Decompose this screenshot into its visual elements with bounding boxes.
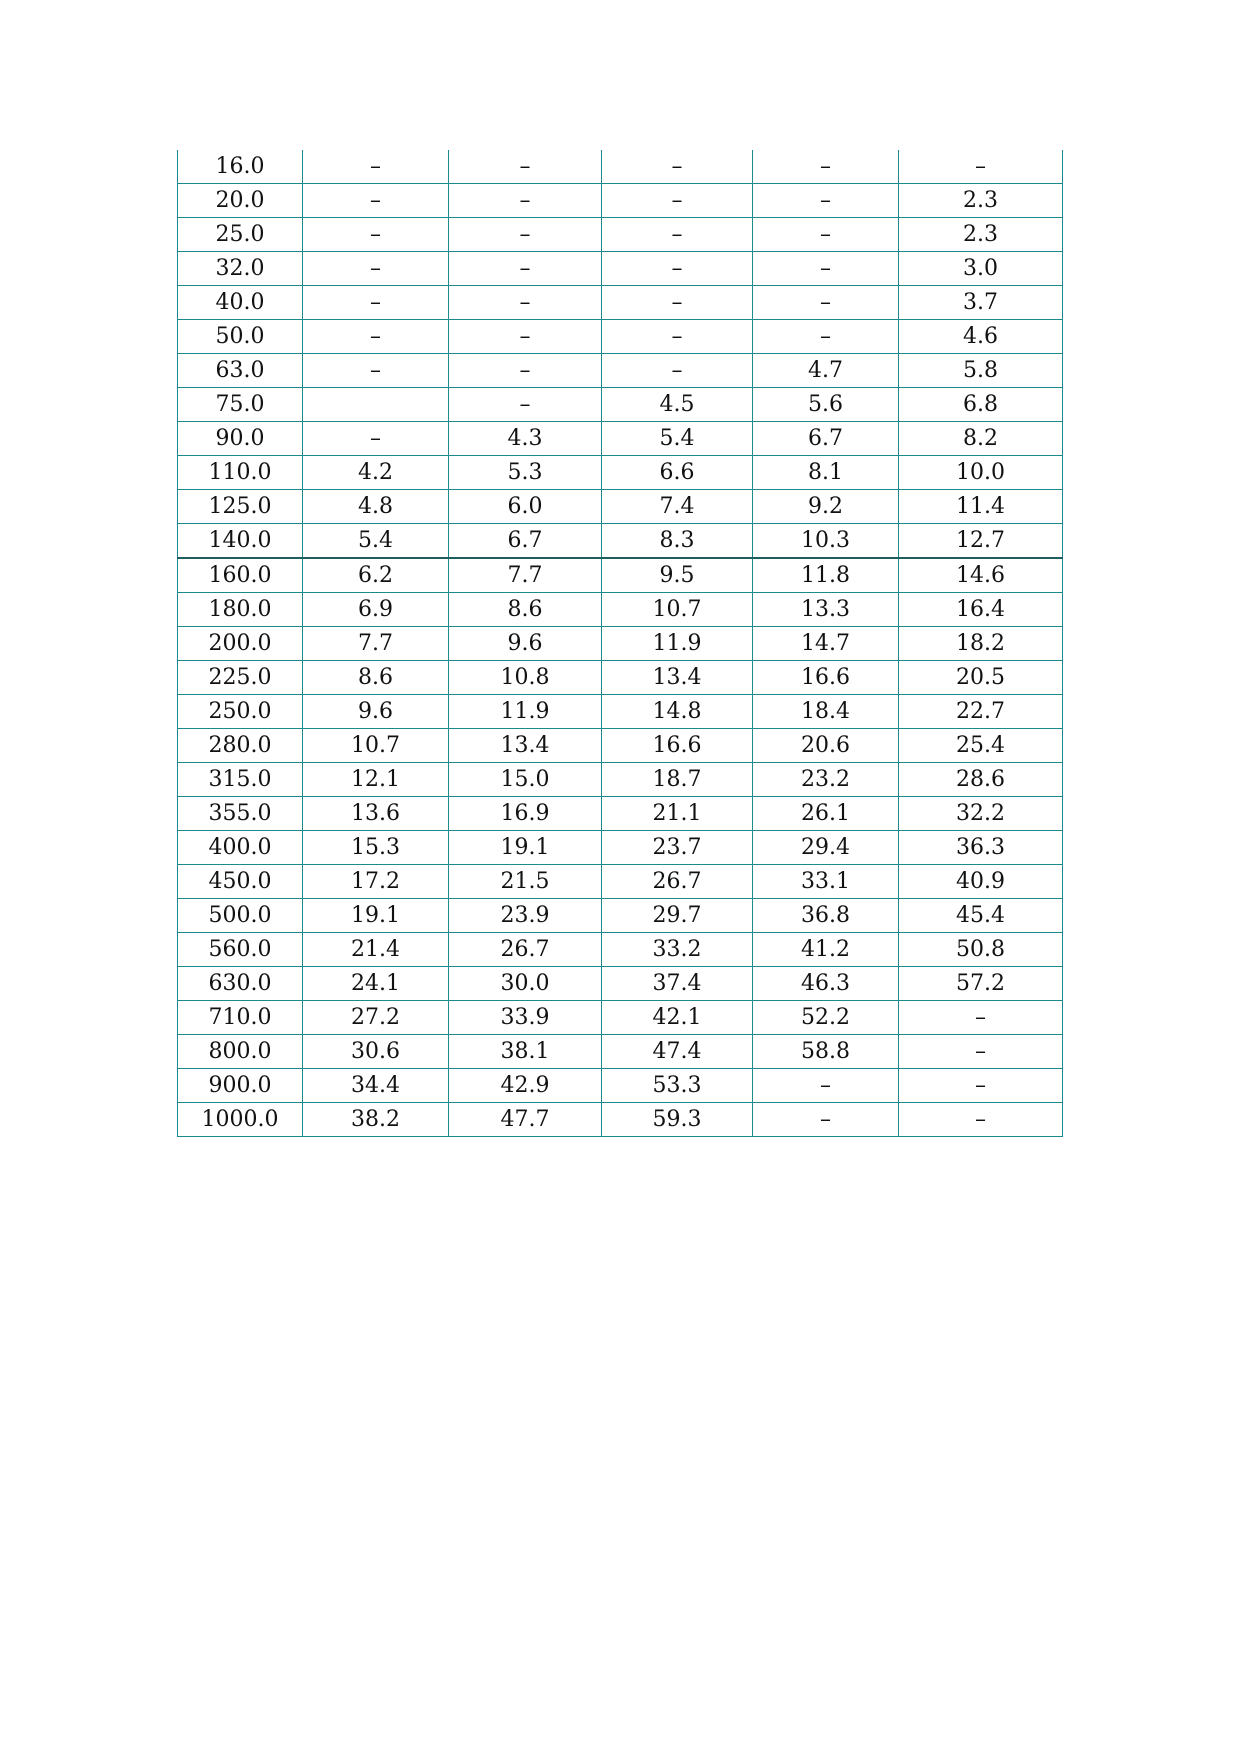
table-cell: 25.4 [899, 729, 1063, 763]
table-row [178, 627, 1063, 661]
row-header-cell: 800.0 [178, 1035, 303, 1069]
row-header-cell: 225.0 [178, 661, 303, 695]
table-cell: – [303, 184, 449, 218]
table-cell: 29.7 [602, 899, 753, 933]
row-header-cell: 200.0 [178, 627, 303, 661]
table-row [178, 1035, 1063, 1069]
table-row [178, 1103, 1063, 1137]
table-cell: 45.4 [899, 899, 1063, 933]
row-header-cell: 710.0 [178, 1001, 303, 1035]
table-cell: 8.6 [449, 593, 602, 627]
table-cell: 9.6 [449, 627, 602, 661]
table-cell: 13.3 [753, 593, 899, 627]
row-header-cell: 900.0 [178, 1069, 303, 1103]
table-cell: 23.7 [602, 831, 753, 865]
table-cell: 15.3 [303, 831, 449, 865]
table-cell: – [602, 320, 753, 354]
table-cell: 27.2 [303, 1001, 449, 1035]
row-header-cell: 16.0 [178, 150, 303, 184]
table-cell: 8.3 [602, 524, 753, 559]
table-cell: – [303, 354, 449, 388]
table-cell: 20.5 [899, 661, 1063, 695]
table-cell: 50.8 [899, 933, 1063, 967]
table-cell: – [753, 218, 899, 252]
table-row [178, 1001, 1063, 1035]
table-cell: 12.7 [899, 524, 1063, 559]
table-cell: 20.6 [753, 729, 899, 763]
table-cell: 4.2 [303, 456, 449, 490]
table-cell: 16.6 [602, 729, 753, 763]
table-cell: – [753, 150, 899, 184]
table-cell: 21.4 [303, 933, 449, 967]
table-cell: – [602, 286, 753, 320]
table-cell: – [602, 252, 753, 286]
table-cell: 7.4 [602, 490, 753, 524]
table-cell: 10.3 [753, 524, 899, 559]
table-cell: 5.8 [899, 354, 1063, 388]
table-cell: 3.0 [899, 252, 1063, 286]
table-row [178, 763, 1063, 797]
table-cell: 47.7 [449, 1103, 602, 1137]
table-cell: – [899, 1069, 1063, 1103]
row-header-cell: 160.0 [178, 558, 303, 593]
row-header-cell: 400.0 [178, 831, 303, 865]
table-cell: 16.4 [899, 593, 1063, 627]
table-cell: 36.8 [753, 899, 899, 933]
table-cell: 6.7 [449, 524, 602, 559]
table-cell: – [449, 252, 602, 286]
table-cell: 47.4 [602, 1035, 753, 1069]
row-header-cell: 25.0 [178, 218, 303, 252]
table-cell: 15.0 [449, 763, 602, 797]
table-row [178, 252, 1063, 286]
table-row [178, 933, 1063, 967]
data-table [177, 150, 1063, 1137]
table-cell: 34.4 [303, 1069, 449, 1103]
table-cell: – [753, 252, 899, 286]
table-cell: 33.1 [753, 865, 899, 899]
table-cell: – [899, 1035, 1063, 1069]
table-row [178, 558, 1063, 593]
table-cell: 12.1 [303, 763, 449, 797]
table-row [178, 388, 1063, 422]
table-row [178, 865, 1063, 899]
table-cell: 7.7 [303, 627, 449, 661]
table-cell: 26.7 [449, 933, 602, 967]
table-cell: 10.7 [602, 593, 753, 627]
table-cell: 9.6 [303, 695, 449, 729]
table-cell: – [449, 184, 602, 218]
table-cell: – [303, 286, 449, 320]
table-cell: – [303, 218, 449, 252]
table-cell: 42.1 [602, 1001, 753, 1035]
table-cell: 4.6 [899, 320, 1063, 354]
table-cell: – [753, 1103, 899, 1137]
table-cell: 4.8 [303, 490, 449, 524]
table-cell: – [449, 388, 602, 422]
table-cell: 38.2 [303, 1103, 449, 1137]
table-cell: 6.6 [602, 456, 753, 490]
table-cell: 13.4 [449, 729, 602, 763]
table-cell: 37.4 [602, 967, 753, 1001]
table-row [178, 797, 1063, 831]
table-row [178, 184, 1063, 218]
table-cell: 53.3 [602, 1069, 753, 1103]
table-cell: 58.8 [753, 1035, 899, 1069]
table-cell: 16.9 [449, 797, 602, 831]
table-row [178, 490, 1063, 524]
row-header-cell: 560.0 [178, 933, 303, 967]
table-cell: – [899, 1103, 1063, 1137]
table-cell: 4.3 [449, 422, 602, 456]
row-header-cell: 630.0 [178, 967, 303, 1001]
table-cell: 11.9 [449, 695, 602, 729]
row-header-cell: 40.0 [178, 286, 303, 320]
table-row [178, 729, 1063, 763]
table-cell: 9.5 [602, 558, 753, 593]
table-cell: – [602, 150, 753, 184]
table-cell: 4.7 [753, 354, 899, 388]
table-cell: 10.8 [449, 661, 602, 695]
table-cell: – [449, 218, 602, 252]
table-cell: 19.1 [449, 831, 602, 865]
table-row [178, 150, 1063, 184]
table-cell: 5.4 [303, 524, 449, 559]
row-header-cell: 20.0 [178, 184, 303, 218]
table-body [178, 150, 1063, 1137]
row-header-cell: 280.0 [178, 729, 303, 763]
row-header-cell: 63.0 [178, 354, 303, 388]
row-header-cell: 90.0 [178, 422, 303, 456]
table-cell: 5.6 [753, 388, 899, 422]
table-cell: 41.2 [753, 933, 899, 967]
table-cell: 6.0 [449, 490, 602, 524]
table-cell: 26.7 [602, 865, 753, 899]
table-cell: – [753, 184, 899, 218]
table-cell: – [449, 150, 602, 184]
table-cell: 18.2 [899, 627, 1063, 661]
row-header-cell: 180.0 [178, 593, 303, 627]
table-cell: – [303, 320, 449, 354]
table-row [178, 967, 1063, 1001]
table-cell: 6.9 [303, 593, 449, 627]
table-cell: 26.1 [753, 797, 899, 831]
row-header-cell: 75.0 [178, 388, 303, 422]
table-row [178, 354, 1063, 388]
table-cell: 2.3 [899, 184, 1063, 218]
table-cell: 14.6 [899, 558, 1063, 593]
row-header-cell: 315.0 [178, 763, 303, 797]
table-cell: 21.1 [602, 797, 753, 831]
table-cell: 10.0 [899, 456, 1063, 490]
table-cell: 9.2 [753, 490, 899, 524]
table-cell: 40.9 [899, 865, 1063, 899]
table-cell: 2.3 [899, 218, 1063, 252]
row-header-cell: 355.0 [178, 797, 303, 831]
table-row [178, 899, 1063, 933]
table-row [178, 456, 1063, 490]
table-cell: 8.6 [303, 661, 449, 695]
table-cell: 6.7 [753, 422, 899, 456]
table-cell: 23.2 [753, 763, 899, 797]
table-cell: 33.2 [602, 933, 753, 967]
table-cell: 57.2 [899, 967, 1063, 1001]
table-cell: – [449, 320, 602, 354]
table-row [178, 831, 1063, 865]
table-cell: 18.4 [753, 695, 899, 729]
table-row [178, 695, 1063, 729]
table-cell: 52.2 [753, 1001, 899, 1035]
table-row [178, 320, 1063, 354]
table-cell: – [753, 320, 899, 354]
table-cell: 11.9 [602, 627, 753, 661]
table-row [178, 1069, 1063, 1103]
table-cell: 21.5 [449, 865, 602, 899]
table-cell: 6.2 [303, 558, 449, 593]
table-cell: – [602, 218, 753, 252]
table-row [178, 218, 1063, 252]
table-cell: 16.6 [753, 661, 899, 695]
table-cell: – [602, 184, 753, 218]
table-cell: 13.6 [303, 797, 449, 831]
table-cell: 7.7 [449, 558, 602, 593]
table-cell: – [602, 354, 753, 388]
table-cell: 42.9 [449, 1069, 602, 1103]
row-header-cell: 250.0 [178, 695, 303, 729]
table-row [178, 422, 1063, 456]
table-row [178, 524, 1063, 559]
table-cell: 30.6 [303, 1035, 449, 1069]
table-cell: – [899, 150, 1063, 184]
table-cell: 14.7 [753, 627, 899, 661]
table-cell [303, 388, 449, 422]
table-cell: 38.1 [449, 1035, 602, 1069]
table-cell: 33.9 [449, 1001, 602, 1035]
table-cell: 30.0 [449, 967, 602, 1001]
table-cell: – [449, 286, 602, 320]
table-cell: – [899, 1001, 1063, 1035]
table-cell: – [449, 354, 602, 388]
table-cell: 19.1 [303, 899, 449, 933]
row-header-cell: 1000.0 [178, 1103, 303, 1137]
table-cell: 36.3 [899, 831, 1063, 865]
table-cell: 11.4 [899, 490, 1063, 524]
row-header-cell: 125.0 [178, 490, 303, 524]
table-cell: 59.3 [602, 1103, 753, 1137]
table-cell: 23.9 [449, 899, 602, 933]
table-cell: – [753, 286, 899, 320]
row-header-cell: 32.0 [178, 252, 303, 286]
table-cell: 32.2 [899, 797, 1063, 831]
table-cell: 13.4 [602, 661, 753, 695]
row-header-cell: 50.0 [178, 320, 303, 354]
table-cell: 3.7 [899, 286, 1063, 320]
table-cell: – [303, 252, 449, 286]
table-cell: 5.4 [602, 422, 753, 456]
row-header-cell: 140.0 [178, 524, 303, 559]
row-header-cell: 110.0 [178, 456, 303, 490]
table-row [178, 661, 1063, 695]
table-cell: – [753, 1069, 899, 1103]
table-cell: 5.3 [449, 456, 602, 490]
table-cell: 8.2 [899, 422, 1063, 456]
table-cell: 24.1 [303, 967, 449, 1001]
row-header-cell: 500.0 [178, 899, 303, 933]
table-cell: – [303, 422, 449, 456]
table-cell: 4.5 [602, 388, 753, 422]
table-cell: 18.7 [602, 763, 753, 797]
table-cell: 22.7 [899, 695, 1063, 729]
table-cell: 10.7 [303, 729, 449, 763]
table-cell: – [303, 150, 449, 184]
table-cell: 8.1 [753, 456, 899, 490]
table-cell: 28.6 [899, 763, 1063, 797]
table-row [178, 593, 1063, 627]
table-row [178, 286, 1063, 320]
table-cell: 46.3 [753, 967, 899, 1001]
row-header-cell: 450.0 [178, 865, 303, 899]
table-cell: 14.8 [602, 695, 753, 729]
table-cell: 17.2 [303, 865, 449, 899]
table-cell: 11.8 [753, 558, 899, 593]
table-cell: 6.8 [899, 388, 1063, 422]
table-cell: 29.4 [753, 831, 899, 865]
